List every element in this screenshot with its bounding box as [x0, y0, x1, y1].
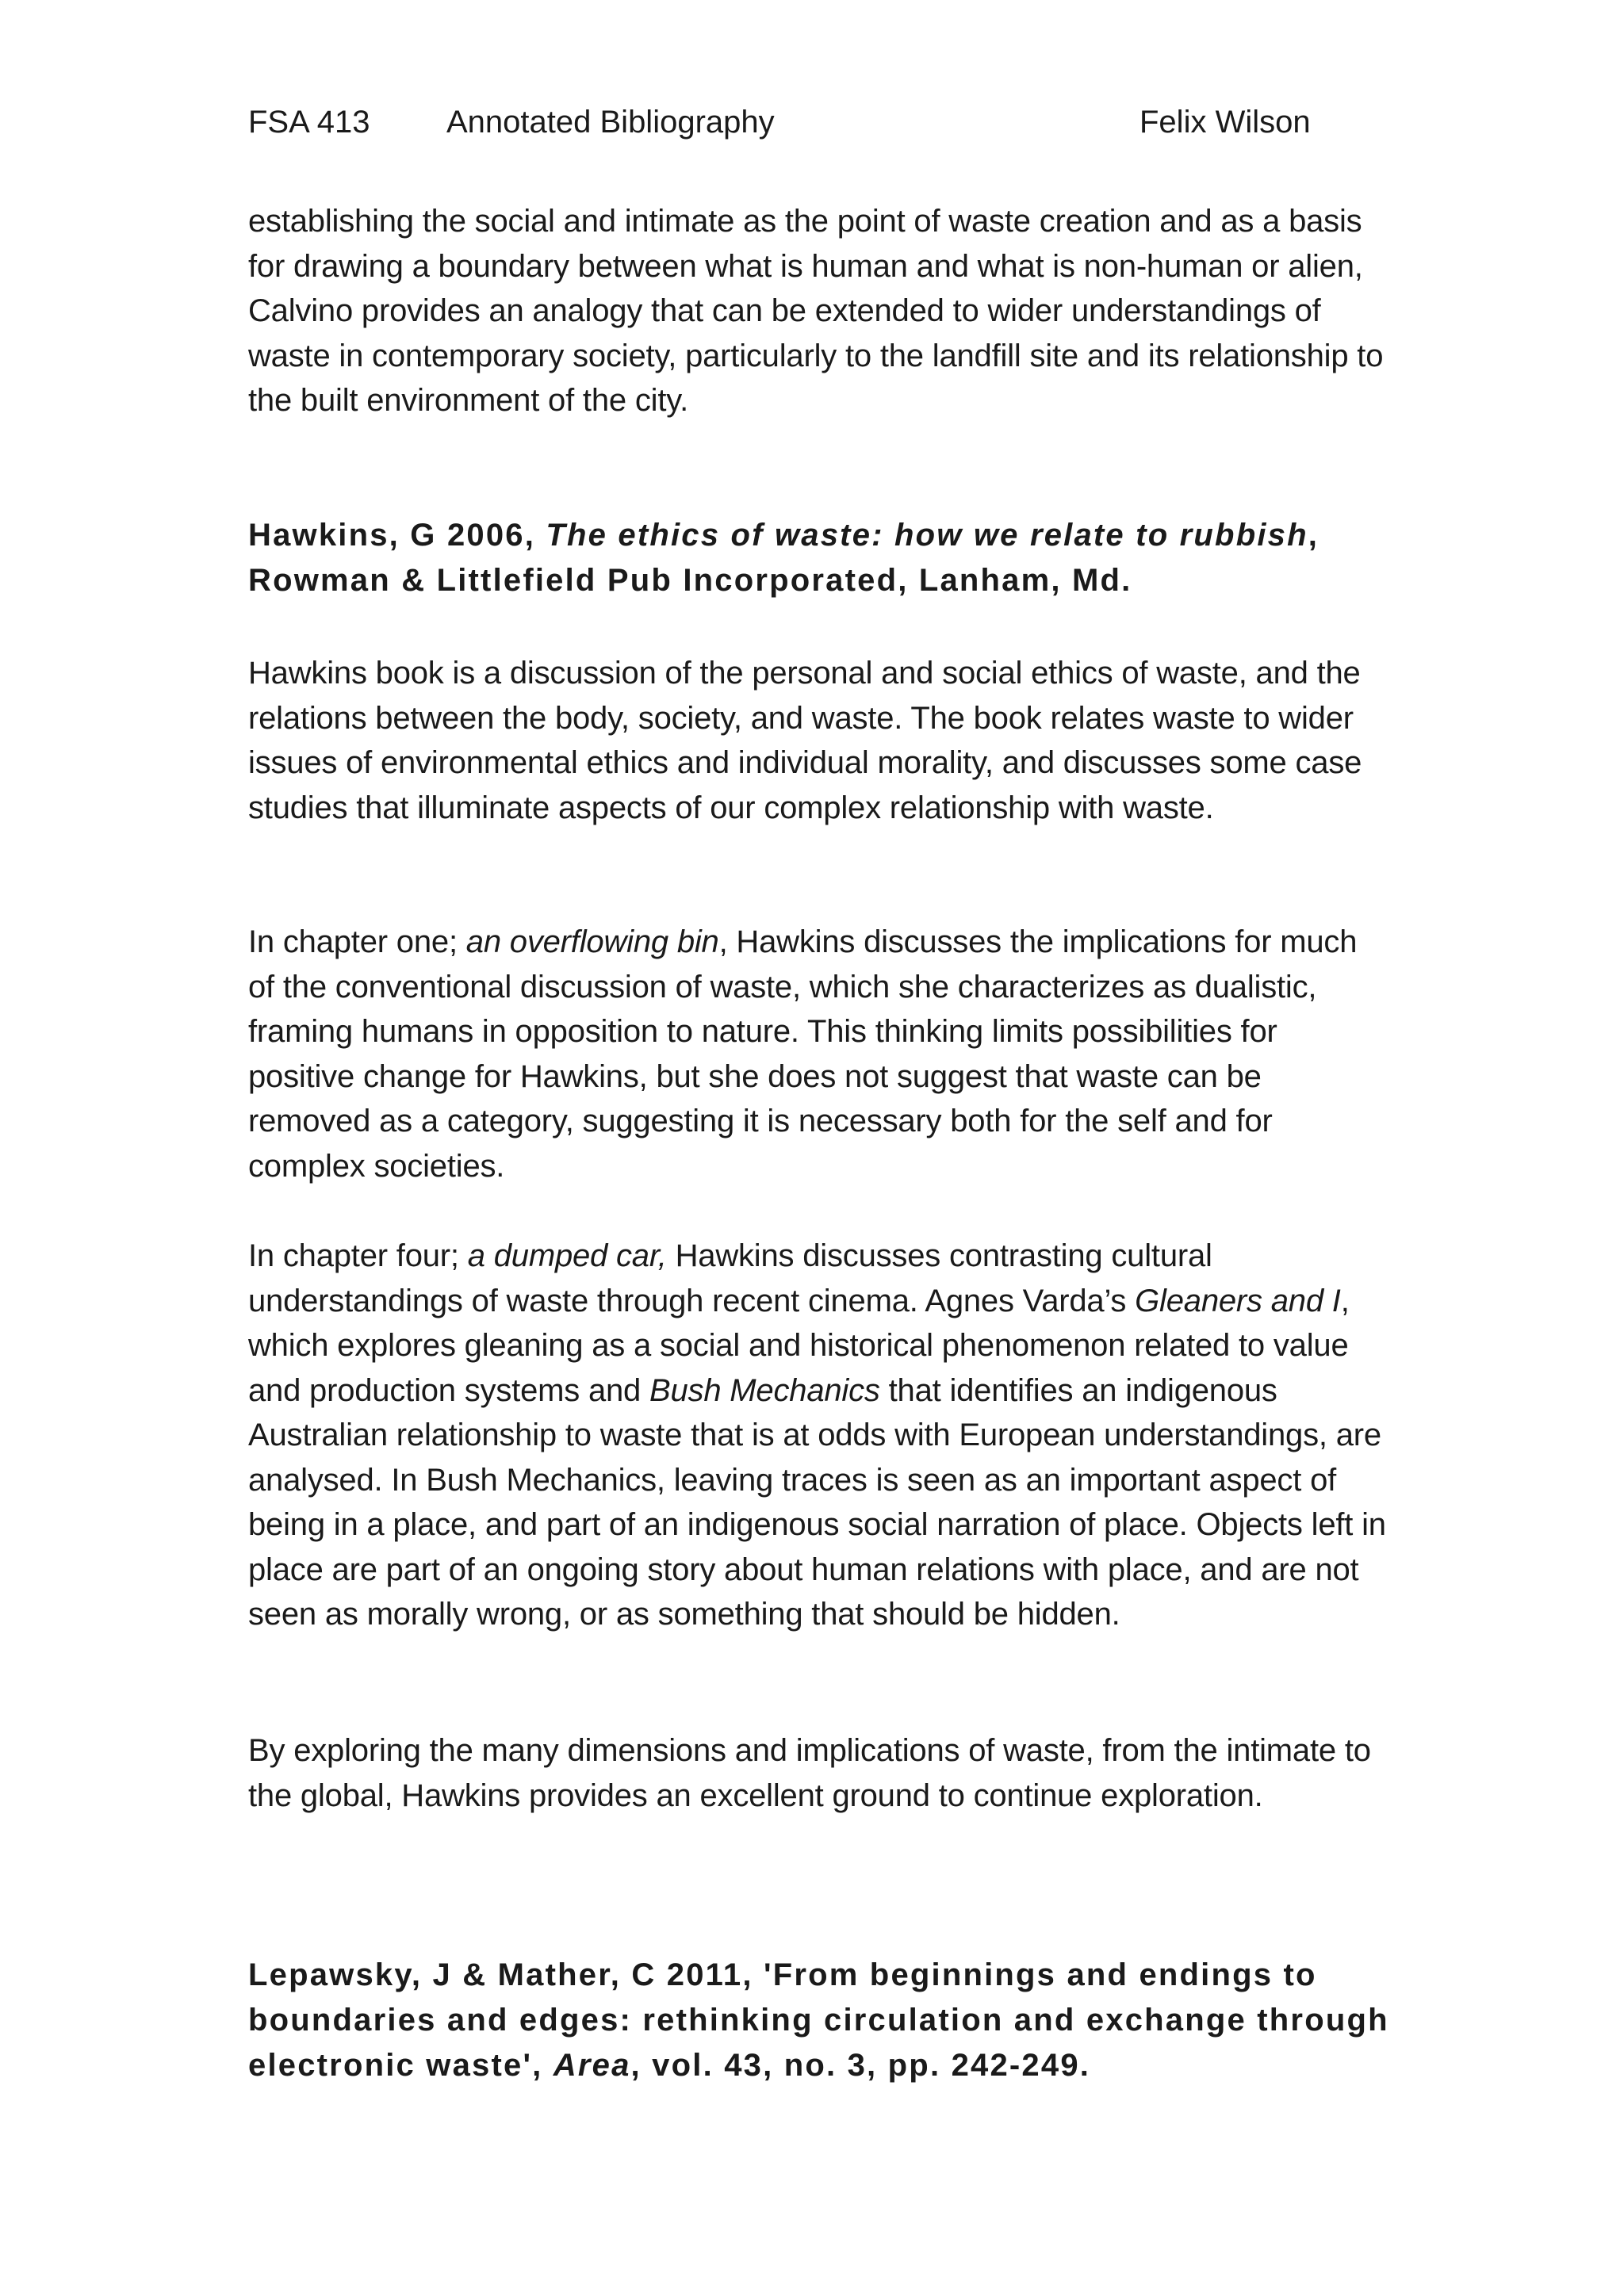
- author-name: Felix Wilson: [1139, 105, 1311, 140]
- hawkins-para4-block: [248, 1728, 1390, 1818]
- hawkins-citation-block: [248, 513, 1390, 603]
- course-code: FSA 413: [248, 105, 370, 140]
- hawkins-para1-block: [248, 651, 1390, 830]
- hawkins-para2-block: [248, 920, 1390, 1188]
- hawkins-p3-body-c: that identifies an indigenous Australian relationship to waste that is at odds with European understandings, are analysed. In Bush Mechanics, leaving traces is seen as an important aspect of being in a place, and part of an indigenous social narration of place. Objects left in place are part of an ongoing story about human relations with place, and are not seen as morally wrong, or as something that should be hidden.: [248, 1372, 1386, 1632]
- hawkins-citation-title: The ethics of waste: how we relate to rubbish: [546, 518, 1308, 553]
- lepawsky-citation-journal: Area: [553, 2048, 631, 2083]
- hawkins-paragraph-1: Hawkins book is a discussion of the personal and social ethics of waste, and the relations between the body, society, and waste. The book relates waste to wider issues of environmental ethics and individual morality, and discusses some case studies that illuminate aspects of our complex relationship with waste.: [248, 656, 1362, 825]
- hawkins-p2-chapter-title: an overflowing bin: [465, 924, 719, 959]
- hawkins-p3-lead: In chapter four;: [248, 1238, 468, 1273]
- hawkins-p3-chapter-title: a dumped car,: [467, 1238, 667, 1273]
- hawkins-citation: [248, 513, 1390, 603]
- lepawsky-citation: [248, 1953, 1390, 2088]
- lepawsky-citation-block: [248, 1953, 1390, 2088]
- hawkins-p2-body: , Hawkins discusses the implications for much of the conventional discussion of waste, which she characterizes as dualistic, framing humans in opposition to nature. This thinking limits possibilities for positive change for Hawkins, but she does not suggest that waste can be removed as a category, suggesting it is necessary both for the self and for complex societies.: [248, 924, 1358, 1184]
- page-header: [248, 98, 1390, 146]
- hawkins-paragraph-3: [248, 1234, 1390, 1637]
- hawkins-paragraph-4: By exploring the many dimensions and implications of waste, from the intimate to the global, Hawkins provides an excellent ground to continue exploration.: [248, 1733, 1371, 1813]
- lepawsky-citation-author-title: Lepawsky, J & Mather, C 2011, 'From beginnings and endings to boundaries and edges: rethinking circulation and exchange through electronic waste',: [248, 1957, 1389, 2083]
- hawkins-p3-body-b: , which explores gleaning as a social and historical phenomenon related to value and production systems and: [248, 1283, 1350, 1408]
- document-title: Annotated Bibliography: [446, 105, 775, 140]
- lepawsky-citation-volume: , vol. 43, no. 3, pp. 242-249.: [630, 2048, 1091, 2083]
- hawkins-p2-lead: In chapter one;: [248, 924, 466, 959]
- hawkins-citation-publisher: , Rowman & Littlefield Pub Incorporated, Lanham, Md.: [248, 518, 1320, 598]
- hawkins-paragraph-2: [248, 920, 1390, 1188]
- hawkins-para3-block: [248, 1234, 1390, 1637]
- intro-paragraph: establishing the social and intimate as the point of waste creation and as a basis for drawing a boundary between what is human and what is non-human or alien, Calvino provides an analogy that can be extended to wider understandings of waste in contemporary society, particularly to the landfill site and its relationship to the built environment of the city.: [248, 204, 1384, 418]
- hawkins-p3-body-a: Hawkins discusses contrasting cultural understandings of waste through recent cinema. Agnes Varda’s: [248, 1238, 1212, 1318]
- hawkins-citation-author: Hawkins, G 2006,: [248, 518, 546, 553]
- hawkins-p3-film-bush-mechanics: Bush Mechanics: [649, 1372, 880, 1408]
- intro-paragraph-block: [248, 199, 1390, 423]
- hawkins-p3-film-gleaners: Gleaners and I: [1135, 1283, 1341, 1318]
